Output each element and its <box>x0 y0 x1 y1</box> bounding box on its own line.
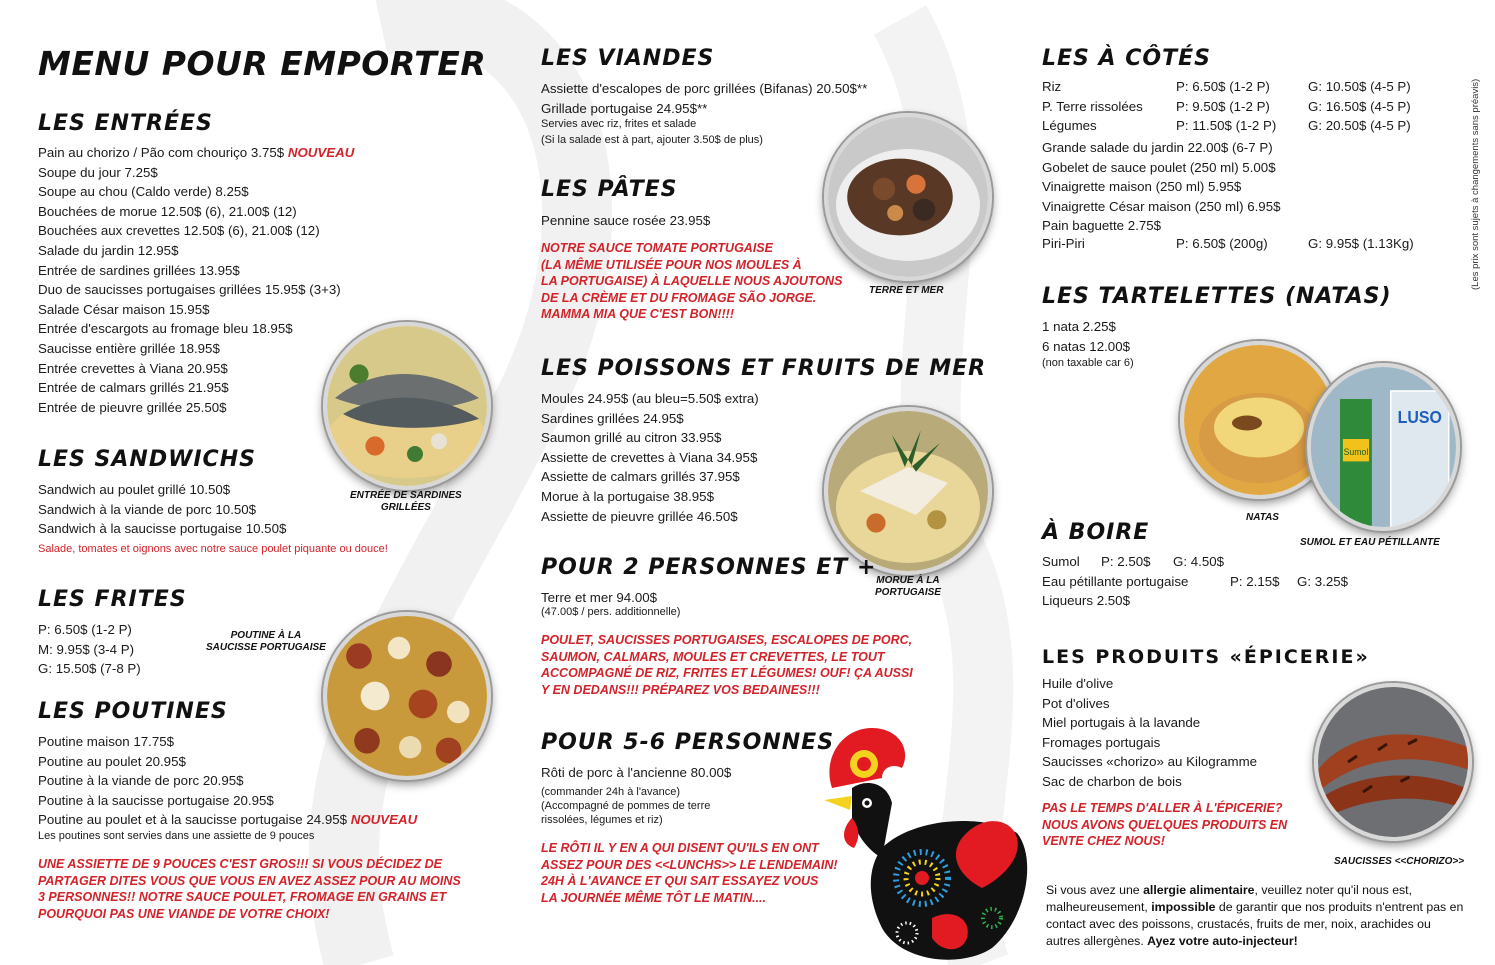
list-item: Assiette de pieuvre grillée 46.50$ <box>541 508 738 524</box>
list-item: Salade César maison 15.95$ <box>38 301 210 317</box>
entrees-list <box>38 143 354 417</box>
chorizo-photo <box>1314 683 1472 841</box>
glass-label: LUSO <box>1397 407 1442 428</box>
cotes-table <box>1042 79 1462 138</box>
list-item: Fromages portugais <box>1042 734 1161 750</box>
cinq-personnes-list <box>541 763 731 783</box>
rooster-illustration <box>812 718 1042 965</box>
boire-table <box>1042 554 1462 613</box>
natas-note: (non taxable car 6) <box>1042 357 1134 369</box>
list-item: Miel portugais à la lavande <box>1042 715 1201 731</box>
cinq-personnes-note: rissolées, légumes et riz) <box>541 814 663 826</box>
list-item: Soupe du jour 7.25$ <box>38 164 158 180</box>
list-item: Pain au chorizo / Pão com chouriço 3.75$ NOUVEAU <box>38 145 355 160</box>
section-heading-sandwichs: LES SANDWICHS <box>38 447 256 472</box>
photo-caption: SUMOL ET EAU PÉTILLANTE <box>1300 537 1440 548</box>
list-item: Entrée de calmars grillés 21.95$ <box>38 380 229 396</box>
poutines-promo: UNE ASSIETTE DE 9 POUCES C'EST GROS!!! SI VOUS DÉCIDEZ DE PARTAGER DITES VOUS QUE VOUS EN AVEZ ASSEZ POUR AU MOINS 3 PERSONNES!! NOTRE SAUCE POULET, FROMAGE EN GRAINS ET POURQUOI PAS UNE VIANDE DE VOTRE CHOIX! <box>38 857 461 921</box>
epicerie-list <box>1042 674 1257 792</box>
deux-personnes-note: (47.00$ / pers. additionnelle) <box>541 606 681 618</box>
list-item: Saumon grillé au citron 33.95$ <box>541 430 722 446</box>
terre-et-mer-photo <box>824 113 992 281</box>
list-item: G: 15.50$ (7-8 P) <box>38 661 141 677</box>
list-item: Sandwich à la saucisse portugaise 10.50$ <box>38 521 287 537</box>
list-item: Entrée d'escargots au fromage bleu 18.95$ <box>38 321 293 337</box>
list-item: Duo de saucisses portugaises grillées 15.95$ (3+3) <box>38 282 341 298</box>
poissons-list <box>541 389 759 526</box>
list-item: Grillade portugaise 24.95$** <box>541 100 708 116</box>
photo-caption: MORUE À LA PORTUGAISE <box>875 575 941 598</box>
list-item: Salade du jardin 12.95$ <box>38 242 179 258</box>
list-item: Saucisse entière grillée 18.95$ <box>38 340 220 356</box>
list-item: Sardines grillées 24.95$ <box>541 410 684 426</box>
photo-caption: POUTINE À LA SAUCISSE PORTUGAISE <box>206 630 326 653</box>
section-heading-pates: LES PÂTES <box>541 177 678 202</box>
table-row: Légumes P: 11.50$ (1-2 P) G: 20.50$ (4-5 P) <box>1042 118 1411 134</box>
list-item: Entrée crevettes à Viana 20.95$ <box>38 360 228 376</box>
list-item: Grande salade du jardin 22.00$ (6-7 P) <box>1042 140 1273 155</box>
list-item: P: 6.50$ (1-2 P) <box>38 622 132 637</box>
cotes-list <box>1042 138 1280 236</box>
section-heading-2-personnes: POUR 2 PERSONNES ET + <box>541 555 877 580</box>
menu-title: MENU POUR EMPORTER <box>38 44 487 83</box>
photo-caption: TERRE ET MER <box>869 285 944 296</box>
section-heading-natas: LES TARTELETTES (NATAS) <box>1042 284 1392 309</box>
viandes-list <box>541 79 867 118</box>
cinq-personnes-note: (Accompagné de pommes de terre <box>541 800 711 812</box>
deux-personnes-promo: POULET, SAUCISSES PORTUGAISES, ESCALOPES DE PORC, SAUMON, CALMARS, MOULES ET CREVETTES, LE TOUT ACCOMPAGNÉ DE RIZ, FRITES ET LÉGUMES! OUF! ÇA AUSSI Y EN DEDANS!!! PRÉPAREZ VOS BEDAINES!!! <box>541 633 913 697</box>
list-item: Gobelet de sauce poulet (250 ml) 5.00$ <box>1042 159 1276 175</box>
morue-photo <box>824 407 992 575</box>
list-item: Entrée de pieuvre grillée 25.50$ <box>38 399 227 415</box>
section-heading-viandes: LES VIANDES <box>541 46 715 71</box>
list-item: 6 natas 12.00$ <box>1042 338 1130 354</box>
list-item: Sac de charbon de bois <box>1042 773 1182 789</box>
list-item: Vinaigrette maison (250 ml) 5.95$ <box>1042 179 1242 195</box>
piri-piri-row: Piri-Piri P: 6.50$ (200g) G: 9.95$ (1.13Kg) <box>1042 236 1414 251</box>
pates-promo: NOTRE SAUCE TOMATE PORTUGAISE (LA MÊME UTILISÉE POUR NOS MOULES À LA PORTUGAISE) À LAQUELLE NOUS AJOUTONS DE LA CRÈME ET DU FROMAGE SÃO JORGE. MAMMA MIA QUE C'EST BON!!!! <box>541 241 843 321</box>
list-item: Entrée de sardines grillées 13.95$ <box>38 262 240 278</box>
list-item: Poutine au poulet et à la saucisse portugaise 24.95$ NOUVEAU <box>38 812 418 828</box>
new-badge: NOUVEAU <box>350 812 418 828</box>
bottle-label: Sumol <box>1343 446 1369 458</box>
list-item: Assiette de crevettes à Viana 34.95$ <box>541 449 758 465</box>
list-item: Morue à la portugaise 38.95$ <box>541 488 714 504</box>
section-heading-cotes: LES À CÔTÉS <box>1042 46 1211 71</box>
table-row: P. Terre rissolées P: 9.50$ (1-2 P) G: 16.50$ (4-5 P) <box>1042 98 1411 114</box>
list-item: Poutine au poulet 20.95$ <box>38 753 186 769</box>
section-heading-boire: À BOIRE <box>1042 520 1150 545</box>
list-item: Moules 24.95$ (au bleu=5.50$ extra) <box>541 391 759 406</box>
list-item: Assiette de calmars grillés 37.95$ <box>541 469 740 485</box>
sumol-photo <box>1307 363 1460 531</box>
section-heading-poutines: LES POUTINES <box>38 699 228 724</box>
list-item: Huile d'olive <box>1042 676 1114 691</box>
list-item: 1 nata 2.25$ <box>1042 319 1116 334</box>
frites-list <box>38 620 141 679</box>
list-item: Poutine maison 17.75$ <box>38 734 175 749</box>
new-badge: NOUVEAU <box>287 145 355 160</box>
section-heading-5-6-personnes: POUR 5-6 PERSONNES <box>541 730 835 755</box>
list-item: Sandwich au poulet grillé 10.50$ <box>38 482 231 497</box>
section-heading-poissons: LES POISSONS ET FRUITS DE MER <box>541 356 987 381</box>
section-heading-frites: LES FRITES <box>38 587 187 612</box>
section-heading-epicerie: LES PRODUITS «ÉPICERIE» <box>1042 646 1370 668</box>
epicerie-promo: PAS LE TEMPS D'ALLER À L'ÉPICERIE? NOUS AVONS QUELQUES PRODUITS EN VENTE CHEZ NOUS! <box>1042 801 1288 848</box>
list-item: Saucisses «chorizo» au Kilogramme <box>1042 754 1258 770</box>
cinq-personnes-note: (commander 24h à l'avance) <box>541 786 681 798</box>
allergy-notice: Si vous avez une allergie alimentaire, veuillez noter qu'il nous est, malheureusement, impossible de garantir que nos produits n'entrent pas en contact avec des poissons, crustacés, fruits de mer, noix, arachides ou autres allergènes. Ayez votre auto-injecteur! <box>1046 883 1464 948</box>
photo-caption: SAUCISSES <<CHORIZO>> <box>1334 856 1465 867</box>
list-item: Soupe au chou (Caldo verde) 8.25$ <box>38 184 249 200</box>
viandes-note: Servies avec riz, frites et salade <box>541 118 697 130</box>
list-item: Bouchées aux crevettes 12.50$ (6), 21.00$ (12) <box>38 223 320 239</box>
list-item: Vinaigrette César maison (250 ml) 6.95$ <box>1042 198 1281 214</box>
list-item: Poutine à la viande de porc 20.95$ <box>38 773 244 789</box>
sandwichs-note: Salade, tomates et oignons avec notre sauce poulet piquante ou douce! <box>38 543 388 555</box>
cinq-personnes-promo: LE RÔTI IL Y EN A QUI DISENT QU'ILS EN ONT ASSEZ POUR DES <<LUNCHS>> LE LENDEMAIN! 24H À L'AVANCE ET QUI SAIT ESSAYEZ VOUS LA JOURNÉE MÊME TÔT LE MATIN.... <box>541 841 838 905</box>
list-item: Rôti de porc à l'ancienne 80.00$ <box>541 765 732 780</box>
pates-list <box>541 211 710 231</box>
list-item: Pennine sauce rosée 23.95$ <box>541 213 711 228</box>
table-row: Sumol P: 2.50$ G: 4.50$ <box>1042 554 1225 569</box>
list-item: Poutine à la saucisse portugaise 20.95$ <box>38 792 274 808</box>
list-item: Assiette d'escalopes de porc grillées (Bifanas) 20.50$** <box>541 81 868 96</box>
table-row: Liqueurs 2.50$ <box>1042 593 1130 609</box>
sandwichs-list <box>38 480 286 539</box>
list-item: Sandwich à la viande de porc 10.50$ <box>38 501 257 517</box>
poutines-list <box>38 732 417 830</box>
list-item: Bouchées de morue 12.50$ (6), 21.00$ (12) <box>38 203 297 219</box>
list-item: Terre et mer 94.00$ <box>541 590 658 605</box>
natas-list <box>1042 317 1130 356</box>
section-heading-entrees: LES ENTRÉES <box>38 111 213 136</box>
list-item: Pain baguette 2.75$ <box>1042 218 1162 234</box>
viandes-note: (Si la salade est à part, ajouter 3.50$ de plus) <box>541 134 763 146</box>
list-item: Pot d'olives <box>1042 695 1110 711</box>
photo-caption: NATAS <box>1246 512 1279 523</box>
list-item: M: 9.95$ (3-4 P) <box>38 641 135 657</box>
price-change-notice: (Les prix sont sujets à changements sans préavis) <box>1470 78 1481 290</box>
table-row: Eau pétillante portugaise P: 2.15$ G: 3.25$ <box>1042 573 1349 589</box>
table-row: Riz P: 6.50$ (1-2 P) G: 10.50$ (4-5 P) <box>1042 79 1411 94</box>
poutines-note: Les poutines sont servies dans une assiette de 9 pouces <box>38 830 315 842</box>
photo-caption: ENTRÉE DE SARDINES GRILLÉES <box>350 490 462 513</box>
sardines-photo <box>323 322 491 490</box>
